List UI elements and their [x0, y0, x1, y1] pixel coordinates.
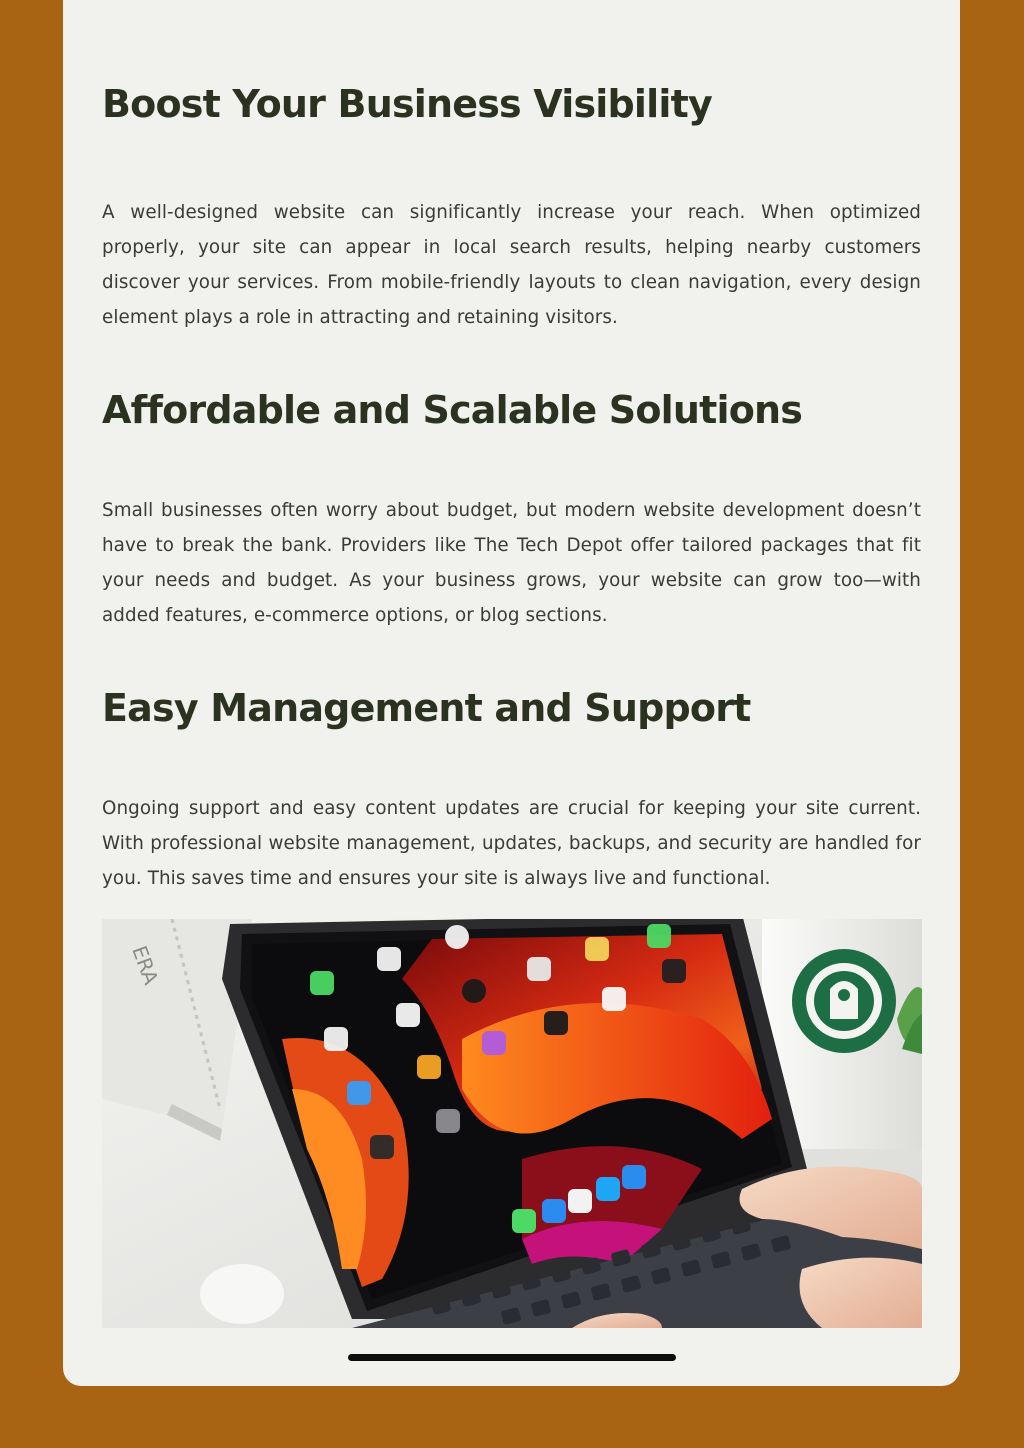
tablet-keyboard-photo	[102, 919, 922, 1328]
section-body-visibility: A well-designed website can significantly increase your reach. When optimized properly, your site can appear in local search results, helping nearby customers discover your services. From mobile-friendly layouts to clean navigation, every design element plays a role in attracting and retaining visitors.	[102, 202, 921, 328]
section-heading-support: Easy Management and Support	[102, 686, 751, 730]
svg-text:ERA: ERA	[127, 942, 164, 988]
section-heading-solutions: Affordable and Scalable Solutions	[102, 388, 803, 432]
section-heading-visibility: Boost Your Business Visibility	[102, 82, 712, 126]
section-body-support: Ongoing support and easy content updates are crucial for keeping your site current. With professional website management, updates, backups, and security are handled for you. This saves time and ensures your site is always live and functional.	[102, 798, 921, 889]
home-indicator-bar	[348, 1354, 676, 1361]
section-body-solutions: Small businesses often worry about budget, but modern website development doesn’t have to break the bank. Providers like The Tech Depot offer tailored packages that fit your needs and budget. As your business grows, your website can grow too—with added features, e-commerce options, or blog sections.	[102, 500, 921, 626]
